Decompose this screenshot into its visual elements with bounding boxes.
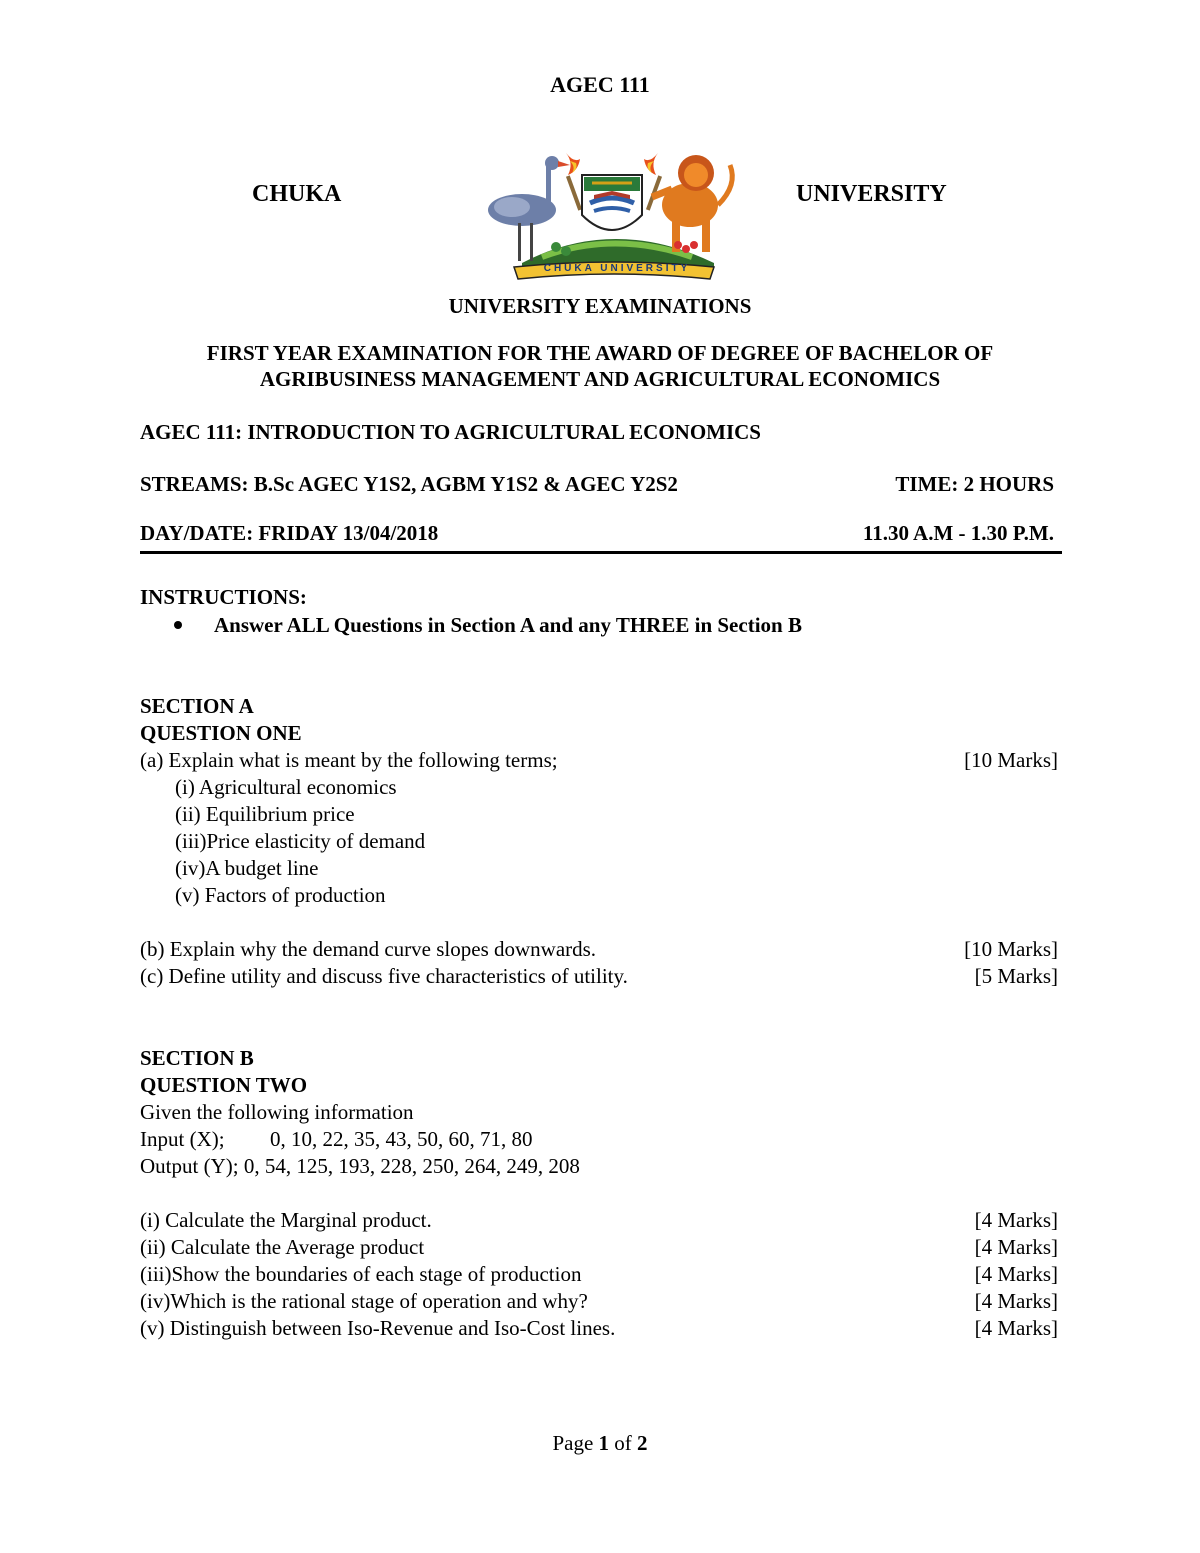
degree-line-1: FIRST YEAR EXAMINATION FOR THE AWARD OF DEGREE OF BACHELOR OF [206,341,994,365]
term-item: (v) Factors of production [175,883,386,907]
input-label: Input (X); [140,1127,225,1151]
exam-type: UNIVERSITY EXAMINATIONS [448,294,752,318]
question-2-part-marks: [4 Marks] [974,1289,1058,1313]
university-crest-logo [482,145,746,287]
question-2-part: (ii) Calculate the Average product [140,1235,425,1259]
question-2-part: (i) Calculate the Marginal product. [140,1208,432,1232]
section-a-title: SECTION A [140,694,254,718]
university-name-left: CHUKA [252,181,342,207]
question-two-title: QUESTION TWO [140,1073,308,1097]
question-1c-marks: [5 Marks] [974,964,1058,988]
question-1a: (a) Explain what is meant by the following terms; [140,748,558,772]
instructions-text: Answer ALL Questions in Section A and any THREE in Section B [214,613,802,637]
question-2-part-marks: [4 Marks] [974,1208,1058,1232]
course-code-header: AGEC 111 [550,72,650,97]
question-2-part-marks: [4 Marks] [974,1316,1058,1340]
page-total: 2 [637,1431,648,1455]
term-item: (iv)A budget line [175,856,319,880]
instructions-heading: INSTRUCTIONS: [140,585,307,609]
page-number [0,1431,1200,1456]
page-current: 1 [598,1431,610,1455]
header-divider [140,551,1062,554]
exam-session-time: 11.30 A.M - 1.30 P.M. [862,521,1054,545]
output-line: Output (Y); 0, 54, 125, 193, 228, 250, 264, 249, 208 [140,1154,580,1178]
question-1b: (b) Explain why the demand curve slopes downwards. [140,937,597,961]
page-prefix: Page [552,1431,599,1455]
question-1b-marks: [10 Marks] [964,937,1058,961]
course-title: AGEC 111: INTRODUCTION TO AGRICULTURAL ECONOMICS [140,420,761,444]
question-one-title: QUESTION ONE [140,721,302,745]
term-item: (i) Agricultural economics [175,775,397,799]
streams: STREAMS: B.Sc AGEC Y1S2, AGBM Y1S2 & AGEC Y2S2 [140,472,678,496]
question-2-part-marks: [4 Marks] [974,1235,1058,1259]
degree-line-2: AGRIBUSINESS MANAGEMENT AND AGRICULTURAL ECONOMICS [259,367,941,391]
question-1c: (c) Define utility and discuss five characteristics of utility. [140,964,628,988]
term-item: (ii) Equilibrium price [175,802,355,826]
question-2-part: (iv)Which is the rational stage of operation and why? [140,1289,588,1313]
question-1a-marks: [10 Marks] [964,748,1058,772]
day-date: DAY/DATE: FRIDAY 13/04/2018 [140,521,439,545]
crest-banner-text: CHUKA UNIVERSITY [543,263,691,274]
university-name-right: UNIVERSITY [796,181,947,207]
section-b-title: SECTION B [140,1046,254,1070]
page-of: of [609,1431,638,1455]
question-2-intro: Given the following information [140,1100,414,1124]
input-values: 0, 10, 22, 35, 43, 50, 60, 71, 80 [270,1127,533,1151]
bullet-icon [174,621,182,629]
instructions-bullet [174,613,802,638]
term-item: (iii)Price elasticity of demand [175,829,426,853]
question-2-part: (iii)Show the boundaries of each stage of production [140,1262,582,1286]
question-2-part: (v) Distinguish between Iso-Revenue and Iso-Cost lines. [140,1316,616,1340]
question-2-part-marks: [4 Marks] [974,1262,1058,1286]
exam-duration: TIME: 2 HOURS [895,472,1054,496]
